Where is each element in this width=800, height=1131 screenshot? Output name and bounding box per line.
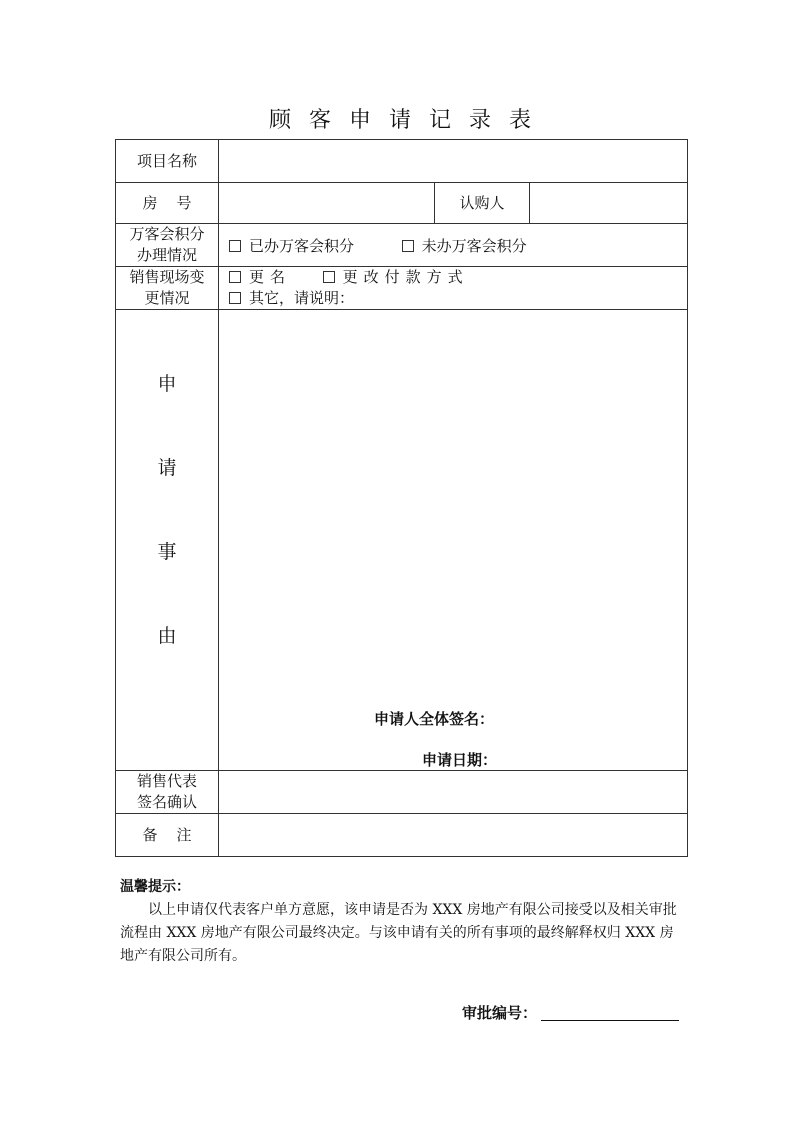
remark-field[interactable] [219, 814, 688, 857]
tips-heading: 温馨提示： [120, 879, 190, 895]
points-options [219, 224, 688, 267]
change-status-label [116, 267, 219, 310]
tips-section [120, 876, 686, 968]
buyer-field[interactable] [530, 183, 688, 224]
project-name-field[interactable] [219, 140, 688, 183]
points-status-label [116, 224, 219, 267]
checkbox-icon [323, 271, 335, 283]
row-sales-confirm [116, 771, 688, 814]
reason-char: 申 [157, 373, 177, 395]
approval-number [462, 1002, 679, 1023]
checkbox-icon [402, 240, 414, 252]
sales-label-line-2: 签名确认 [136, 793, 197, 811]
reason-char: 请 [157, 457, 177, 479]
buyer-label: 认购人 [435, 183, 530, 224]
change-options [219, 267, 688, 310]
checkbox-icon [229, 240, 241, 252]
row-reason [116, 310, 688, 771]
option-rename-label: 更名 [249, 268, 292, 286]
option-points-done-label: 已办万客会积分 [249, 236, 355, 255]
change-label-line-2: 更情况 [144, 289, 190, 307]
option-change-payment-label: 更改付款方式 [342, 268, 469, 286]
sales-label-line-1: 销售代表 [136, 772, 197, 790]
sales-signature-field[interactable] [219, 771, 688, 814]
approval-number-label: 审批编号： [462, 1004, 538, 1022]
row-remark [116, 814, 688, 857]
reason-char: 由 [157, 625, 177, 647]
remark-label: 备 注 [116, 814, 219, 857]
option-points-done[interactable] [229, 237, 354, 255]
option-rename[interactable] [229, 268, 291, 286]
row-project-name [116, 140, 688, 183]
option-points-not-done-label: 未办万客会积分 [421, 236, 527, 255]
option-points-not-done[interactable] [402, 237, 527, 255]
option-other[interactable] [229, 289, 354, 307]
apply-date-label: 申请日期： [422, 751, 498, 769]
applicant-signature-label: 申请人全体签名： [374, 710, 495, 728]
checkbox-icon [229, 292, 241, 304]
change-label-line-1: 销售现场变 [129, 268, 205, 286]
row-points [116, 224, 688, 267]
row-room [116, 183, 688, 224]
option-change-payment[interactable] [323, 268, 469, 286]
sales-confirm-label [116, 771, 219, 814]
application-form-table [115, 139, 688, 857]
form-title: 顾客申请记录表 [268, 108, 549, 133]
row-change [116, 267, 688, 310]
project-name-label: 项目名称 [116, 140, 219, 183]
reason-field[interactable] [219, 310, 688, 771]
room-number-field[interactable] [219, 183, 435, 224]
approval-number-field[interactable] [541, 1006, 679, 1021]
reason-label [116, 310, 219, 771]
reason-char: 事 [157, 541, 177, 563]
tips-body: 以上申请仅代表客户单方意愿，该申请是否为 XXX 房地产有限公司接受以及相关审批流程由 XXX 房地产有限公司最终决定。与该申请有关的所有事项的最终解释权归 XXX 房地产有限公司所有。 [120, 902, 677, 964]
checkbox-icon [229, 271, 241, 283]
points-label-line-2: 办理情况 [136, 246, 197, 264]
option-other-label: 其它，请说明： [249, 289, 355, 307]
points-label-line-1: 万客会积分 [129, 225, 205, 243]
room-number-label: 房 号 [116, 183, 219, 224]
